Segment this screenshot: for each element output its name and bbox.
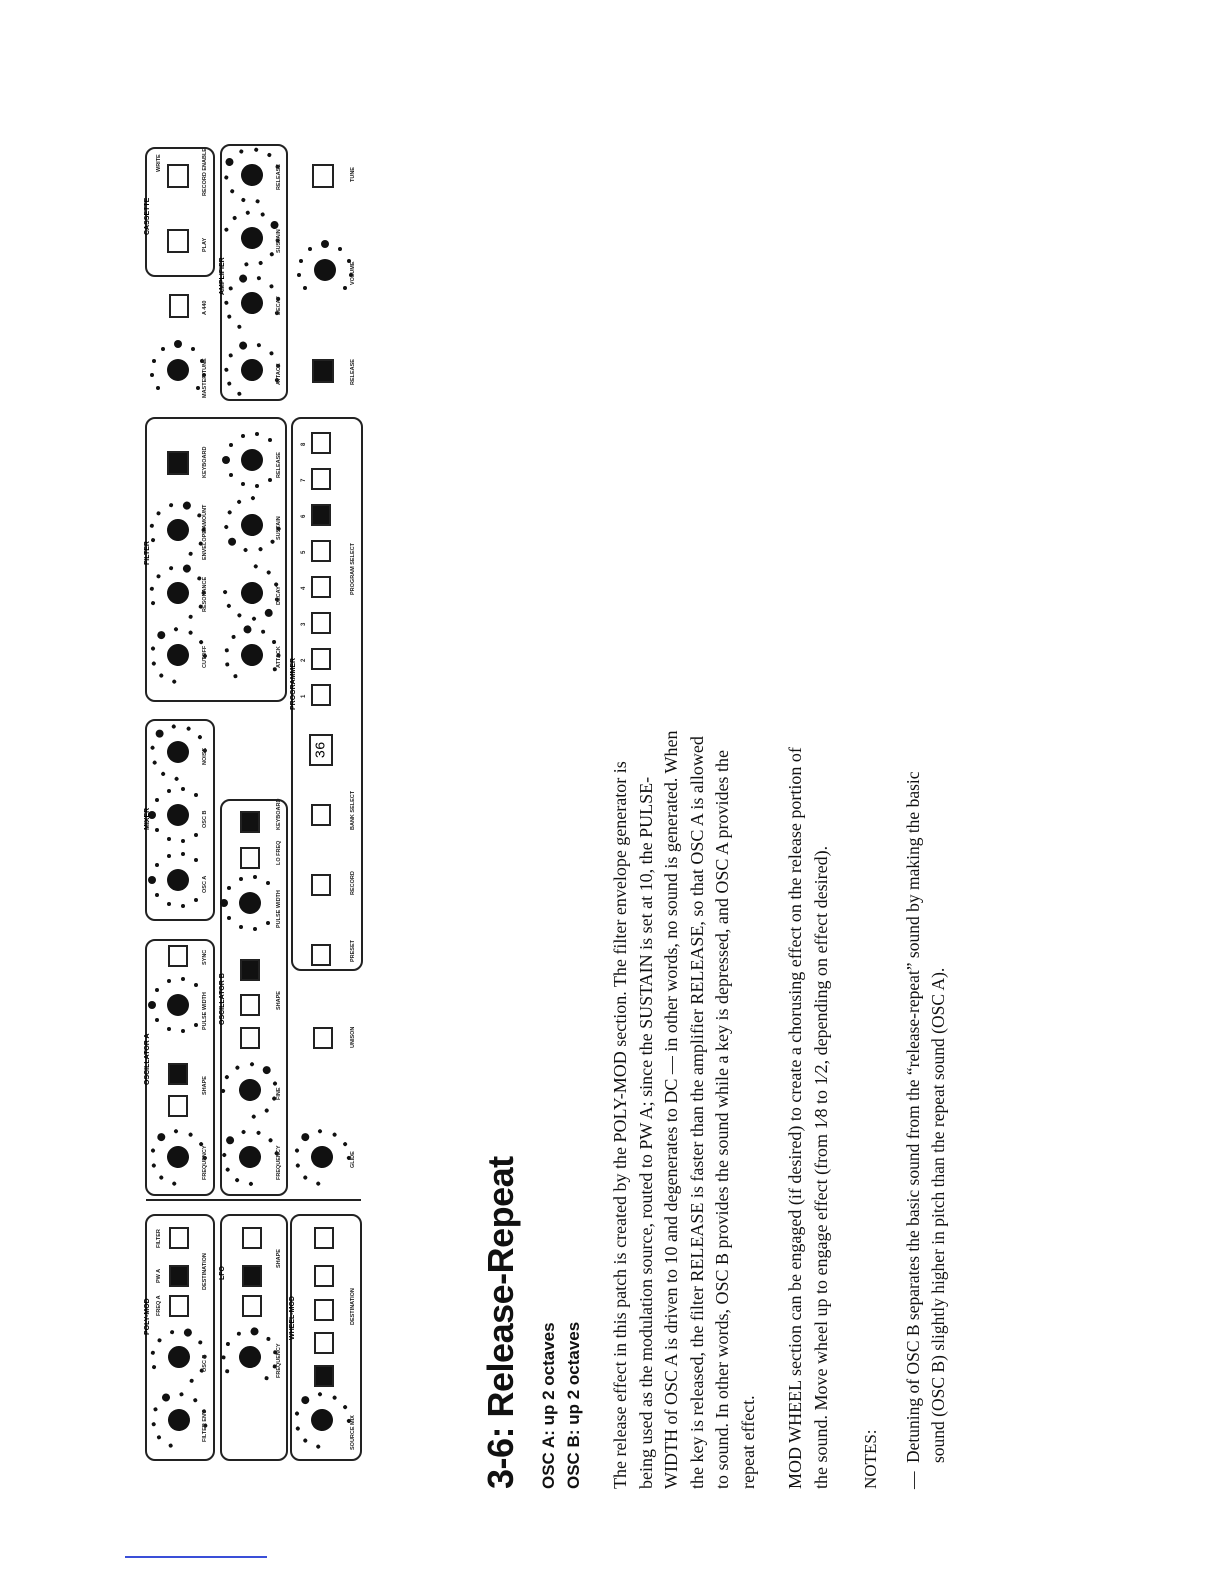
label-envelope-amount: ENVELOPE AMOUNT [202, 504, 208, 560]
label-write: WRITE [156, 154, 162, 172]
label-record: RECORD [350, 871, 356, 895]
label-mixer-osc-a: OSC A [202, 875, 208, 893]
label-source-mix: SOURCE MIX [350, 1415, 356, 1450]
release-switch[interactable] [313, 360, 333, 382]
a440-switch[interactable] [170, 295, 188, 317]
program-select-7[interactable] [312, 469, 330, 489]
osc-b-saw-switch[interactable] [241, 1028, 259, 1048]
label-filter-sustain: SUSTAIN [276, 516, 282, 540]
notes-label: NOTES: [861, 1429, 880, 1489]
label-amp-attack: ATTACK [276, 363, 282, 385]
program-select-8[interactable] [312, 433, 330, 453]
label-filter-keyboard: KEYBOARD [202, 446, 208, 478]
label-bank-select: BANK SELECT [350, 790, 356, 830]
tune-switch[interactable] [313, 165, 333, 187]
label-lfo-frequency: FREQUENCY [276, 1343, 282, 1378]
label-preset: PRESET [350, 939, 356, 962]
poly-mod-freq-a-switch[interactable] [170, 1296, 188, 1316]
paragraph-mod-wheel: MOD WHEEL section can be engaged (if desired) to create a chorusing effect on the release portion of the sound. Move wheel up to engage effect (from 1⁄8 to 1⁄2, depending on effect desired). [785, 747, 831, 1489]
program-number-8: 8 [301, 442, 307, 446]
program-number-3: 3 [301, 622, 307, 626]
label-noise: NOISE [202, 747, 208, 765]
osc-b-lo-freq-switch[interactable] [241, 848, 259, 868]
label-filter: FILTER [156, 1229, 162, 1248]
master-tune-knob[interactable] [150, 340, 206, 390]
osc-a-setting: OSC A: up 2 octaves [539, 1322, 558, 1489]
program-number-7: 7 [301, 478, 307, 482]
program-select-3[interactable] [312, 613, 330, 633]
program-number-4: 4 [301, 586, 307, 590]
section-label-lfo: LFO [219, 1266, 226, 1280]
poly-mod-filter-switch[interactable] [170, 1228, 188, 1248]
label-osc-a-frequency: FREQUENCY [202, 1145, 208, 1180]
filter-keyboard-switch[interactable] [168, 452, 188, 474]
lfo-shape-saw-switch[interactable] [243, 1296, 261, 1316]
amp-release-knob[interactable] [212, 136, 283, 209]
label-lfo-shape: SHAPE [276, 1249, 282, 1268]
mixer-osc-b-knob[interactable] [148, 787, 198, 843]
label-glide: GLIDE [350, 1151, 356, 1168]
program-select-1[interactable] [312, 685, 330, 705]
filter-sustain-knob[interactable] [211, 491, 285, 566]
label-osc-b-pulse-width: PULSE WIDTH [276, 890, 282, 928]
label-tune: TUNE [350, 167, 356, 182]
lfo-frequency-knob[interactable] [219, 1323, 283, 1382]
section-label-oscillator-a: OSCILLATOR A [144, 1033, 151, 1085]
label-filter-release: RELEASE [276, 452, 282, 478]
poly-mod-osc-b-knob[interactable] [146, 1319, 216, 1385]
label-wheel-destination: DESTINATION [350, 1288, 356, 1325]
program-display: 36 [313, 741, 330, 759]
poly-mod-pw-a-switch[interactable] [170, 1266, 188, 1286]
cassette-play-switch[interactable] [168, 230, 188, 252]
label-master-tune: MASTER TUNE [202, 358, 208, 398]
label-keyboard: KEYBOARD [276, 798, 282, 830]
unison-switch[interactable] [314, 1028, 332, 1048]
label-amp-release: RELEASE [276, 164, 282, 190]
label-osc-b-shape: SHAPE [276, 991, 282, 1010]
program-select-5[interactable] [312, 541, 330, 561]
label-amp-sustain: SUSTAIN [276, 229, 282, 253]
wheel-mod-pw-b-switch[interactable] [315, 1266, 333, 1286]
label-a440: A 440 [202, 300, 208, 315]
wheel-mod-freq-b-switch[interactable] [315, 1333, 333, 1353]
label-unison: UNISON [350, 1026, 356, 1048]
program-number-1: 1 [301, 694, 307, 698]
label-volume: VOLUME [350, 261, 356, 285]
osc-b-square-switch[interactable] [241, 960, 259, 980]
lfo-shape-square-switch[interactable] [243, 1228, 261, 1248]
osc-b-setting: OSC B: up 2 octaves [564, 1321, 583, 1489]
label-osc-a-pulse-width: PULSE WIDTH [202, 992, 208, 1030]
label-fine: FINE [276, 1087, 282, 1100]
amp-attack-knob[interactable] [215, 332, 285, 398]
osc-a-sync-switch[interactable] [169, 946, 187, 966]
record-switch[interactable] [312, 875, 330, 895]
label-destination: DESTINATION [202, 1253, 208, 1290]
label-freq-a: FREQ A [156, 1295, 162, 1316]
label-mixer-osc-b: OSC B [202, 810, 208, 828]
section-label-wheel-mod: WHEEL-MOD [289, 1296, 296, 1340]
label-record-enable: RECORD ENABLE [202, 148, 208, 196]
label-filter-env: FILTER ENV [202, 1410, 208, 1442]
section-label-cassette: CASSETTE [144, 197, 151, 235]
note-dash: — [903, 1471, 923, 1489]
wheel-mod-pw-a-switch[interactable] [315, 1300, 333, 1320]
volume-knob[interactable] [297, 240, 353, 290]
wheel-mod-filter-switch[interactable] [315, 1228, 333, 1248]
page-title: 3-6: Release-Repeat [480, 1156, 521, 1489]
osc-a-square-switch[interactable] [169, 1064, 187, 1084]
label-cutoff: CUTOFF [202, 645, 208, 668]
wheel-mod-source-mix-knob[interactable] [281, 1379, 356, 1453]
lfo-shape-tri-switch[interactable] [243, 1266, 261, 1286]
label-pw-a: PW A [156, 1268, 162, 1283]
program-number-6: 6 [301, 514, 307, 518]
program-number-2: 2 [301, 658, 307, 662]
program-select-2[interactable] [312, 649, 330, 669]
filter-attack-knob[interactable] [219, 621, 283, 680]
label-amp-decay: DECAY [276, 296, 282, 315]
osc-a-pulse-width-knob[interactable] [148, 977, 198, 1033]
glide-knob[interactable] [281, 1116, 356, 1190]
section-label-poly-mod: POLY-MOD [144, 1298, 151, 1335]
label-osc-b-frequency: FREQUENCY [276, 1145, 282, 1180]
section-label-oscillator-b: OSCILLATOR B [219, 973, 226, 1025]
label-lo-freq: LO FREQ [276, 840, 282, 865]
paragraph-release-effect: The release effect in this patch is created by the POLY-MOD section. The filter envelope generator is being used as the modulation source, routed to PW A; since the SUSTAIN is set at 10, the PULSE-WIDTH of OSC A is driven to 10 and degenerates to DC — in other words, no sound is generated. When the key is released, the filter RELEASE is faster than the amplifier RELEASE, so that OSC A is allowed to sound. In other words, OSC B provides the sound while a key is depressed, and OSC A provides the repeat effect. [610, 730, 758, 1489]
note-text: Detuning of OSC B separates the basic sound from the “release-repeat” sound by making the basic sound (OSC B) slightly higher in pitch than the repeat sound (OSC A). [903, 771, 948, 1463]
label-filter-attack: ATTACK [276, 646, 282, 668]
mixer-osc-a-knob[interactable] [148, 852, 198, 908]
label-sync: SYNC [202, 949, 208, 965]
section-label-mixer: MIXER [144, 807, 151, 830]
label-osc-a-shape: SHAPE [202, 1076, 208, 1095]
section-label-amplifier: AMPLIFIER [219, 257, 226, 295]
label-resonance: RESONANCE [202, 576, 208, 612]
osc-b-pulse-width-knob[interactable] [220, 875, 270, 931]
program-select-4[interactable] [312, 577, 330, 597]
osc-b-tri-switch[interactable] [241, 995, 259, 1015]
cassette-record-enable-switch[interactable] [168, 165, 188, 187]
section-label-programmer: PROGRAMMER [290, 657, 297, 710]
osc-b-fine-knob[interactable] [216, 1049, 291, 1123]
program-select-6[interactable] [312, 505, 330, 525]
preset-switch[interactable] [312, 945, 330, 965]
label-filter-decay: DECAY [276, 586, 282, 605]
bank-select-switch[interactable] [312, 805, 330, 825]
osc-b-keyboard-switch[interactable] [241, 812, 259, 832]
label-osc-b: OSC B [202, 1354, 208, 1372]
section-label-filter: FILTER [144, 541, 151, 565]
label-release-switch: RELEASE [350, 359, 356, 385]
program-number-5: 5 [301, 550, 307, 554]
label-play: PLAY [202, 237, 208, 252]
osc-a-saw-switch[interactable] [169, 1096, 187, 1116]
filter-release-knob[interactable] [222, 432, 272, 488]
footer-rule [125, 1556, 267, 1558]
label-program-select: PROGRAM SELECT [350, 543, 356, 595]
wheel-mod-freq-a-switch[interactable] [315, 1366, 333, 1386]
